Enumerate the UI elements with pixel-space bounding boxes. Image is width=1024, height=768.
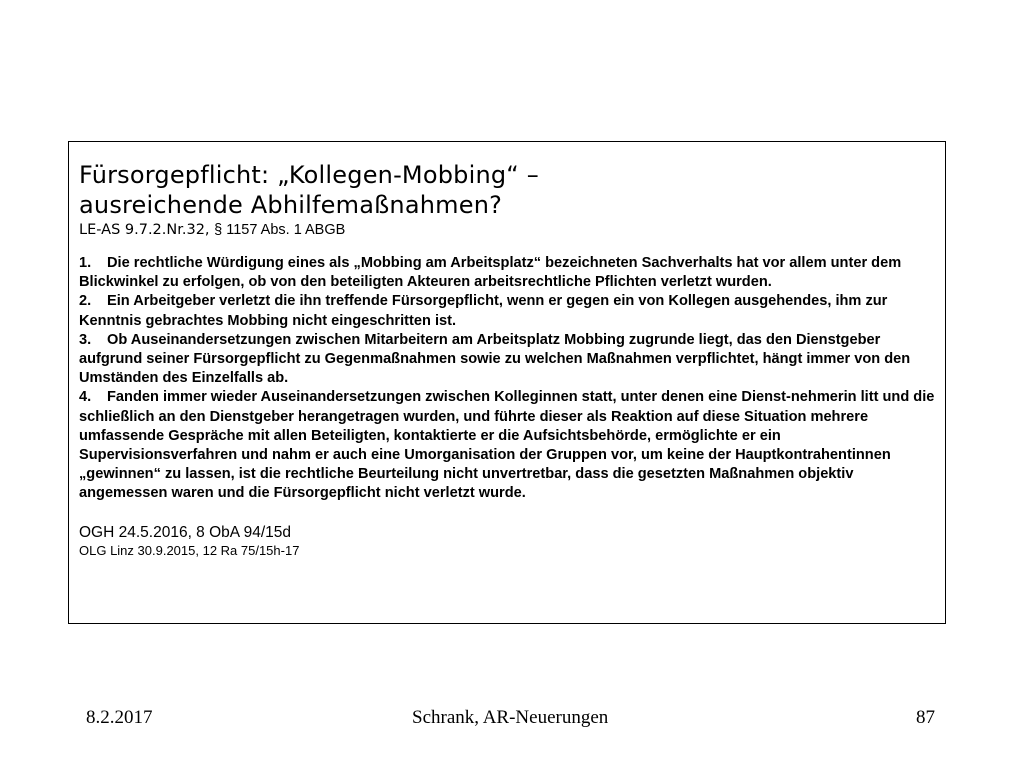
point-text: Ein Arbeitgeber verletzt die ihn treffende Fürsorgepflicht, wenn er gegen ein von Kollegen ausgehendes, ihm zur Kenntnis gebrachtes Mobbing nicht eingeschritten ist.: [79, 293, 888, 329]
slide-title: [79, 160, 935, 220]
citation-ref: LE-AS 9.7.2.Nr.32,: [79, 222, 215, 238]
point-number: 2.: [79, 293, 92, 310]
citation: [79, 220, 935, 240]
footer-author: Schrank, AR-Neuerungen: [412, 707, 609, 728]
olg-citation: OLG Linz 30.9.2015, 12 Ra 75/15h-17: [79, 542, 300, 558]
points-list: [79, 254, 935, 504]
point-text: Ob Auseinandersetzungen zwischen Mitarbeitern am Arbeitsplatz Mobbing zugrunde liegt, das den Dienstgeber aufgrund seiner Fürsorgepflicht zu Gegenmaßnahmen sowie zu welchen Maßnahmen verpflichtet, hängt immer von den Umständen des Einzelfalls ab.: [79, 331, 911, 387]
point-text: Die rechtliche Würdigung eines als „Mobbing am Arbeitsplatz“ bezeichneten Sachverhalts hat vor allem unter dem Blickwinkel zu erfolgen, ob von den beteiligten Akteuren arbeitsrechtliche Pflichten verletzt wurden.: [79, 255, 902, 291]
citation-law: § 1157 Abs. 1 ABGB: [214, 222, 346, 238]
title-line-2: ausreichende Abhilfemaßnahmen?: [79, 191, 503, 219]
point-number: 1.: [79, 255, 92, 271]
content-box: [68, 141, 946, 624]
footer-page-number: 87: [916, 707, 935, 728]
footer-date: 8.2.2017: [86, 707, 153, 728]
point-1: [79, 254, 935, 292]
point-3: [79, 331, 935, 389]
point-4: [79, 388, 935, 503]
title-line-1: Fürsorgepflicht: „Kollegen-Mobbing“ –: [79, 161, 539, 189]
point-number: 4.: [79, 389, 92, 406]
point-2: [79, 292, 935, 330]
point-text: Fanden immer wieder Auseinandersetzungen zwischen Kolleginnen statt, unter denen eine Dienst-nehmerin litt und die schließlich an den Dienstgeber herangetragen wurden, und führte dieser als Reaktion auf diese Situation mehrere umfassende Gespräche mit allen Beteiligten, kontaktierte er die Aufsichtsbehörde, ermöglichte er ein Supervisionsverfahren und nahm er auch eine Umorganisation der Gruppen vor, um keine der Hauptkontrahentinnen „gewinnen“ zu lassen, ist die rechtliche Beurteilung nicht unvertretbar, dass die gesetzten Maßnahmen objektiv angemessen waren und die Fürsorgepflicht nicht verletzt wurde.: [79, 389, 935, 502]
point-number: 3.: [79, 331, 92, 348]
ogh-citation: OGH 24.5.2016, 8 ObA 94/15d: [79, 523, 291, 541]
